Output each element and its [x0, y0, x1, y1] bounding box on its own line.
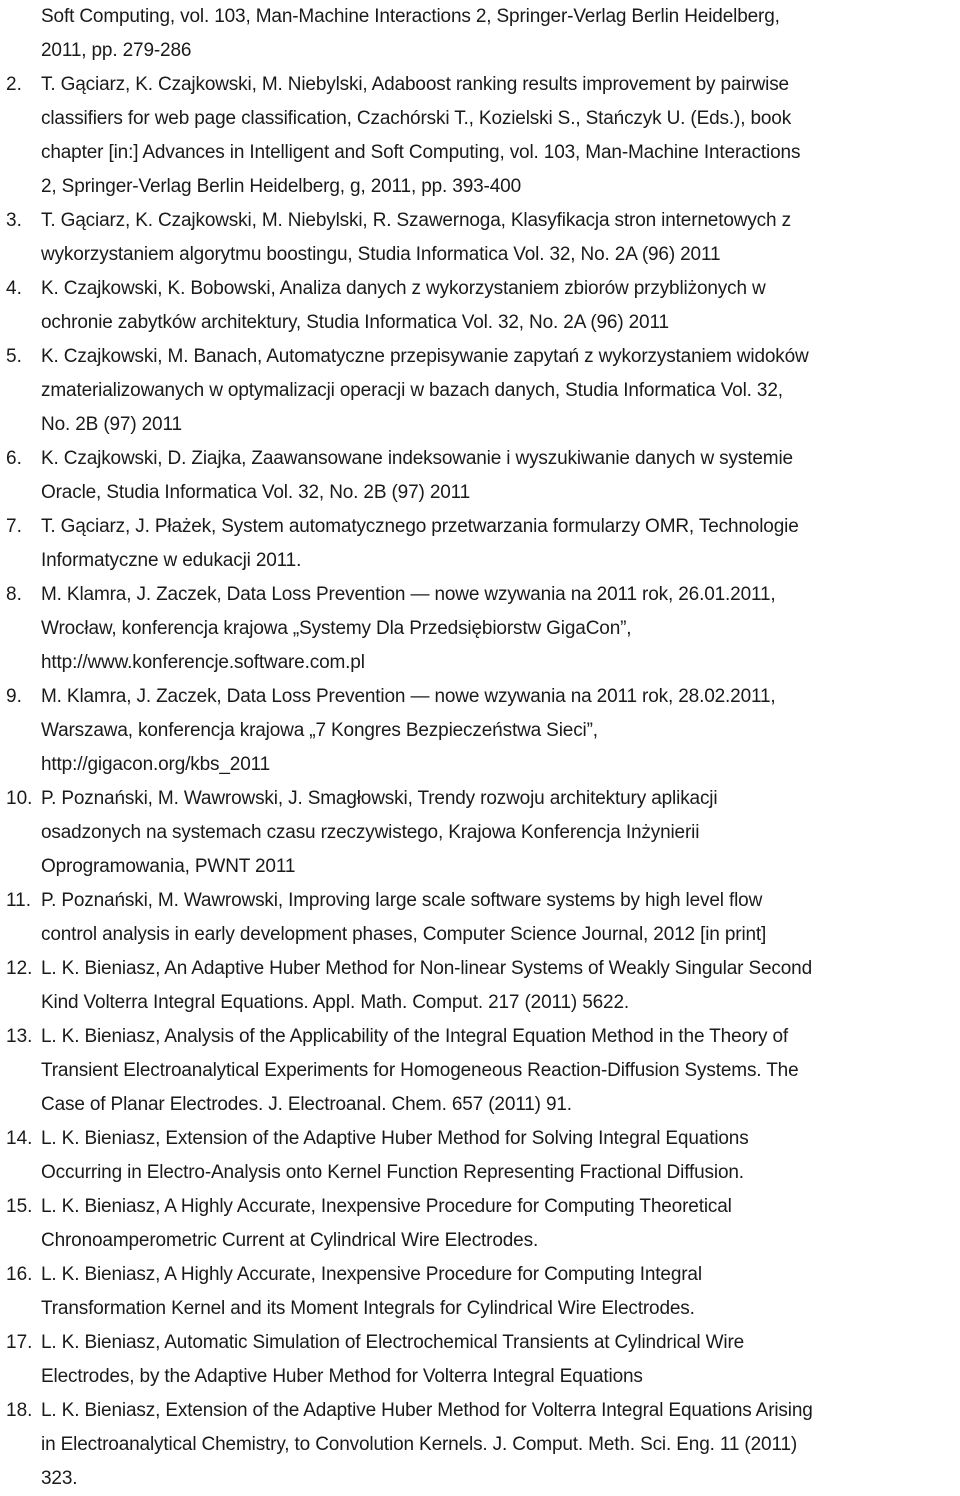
reference-number: 17. — [6, 1332, 33, 1353]
reference-item — [6, 1326, 954, 1394]
reference-line: zmaterializowanych w optymalizacji operacji w bazach danych, Studia Informatica Vol. 32, — [41, 380, 783, 401]
reference-line: 2, Springer-Verlag Berlin Heidelberg, g, 2011, pp. 393-400 — [41, 176, 521, 197]
reference-item — [6, 1122, 954, 1190]
reference-number: 12. — [6, 958, 33, 979]
reference-text — [41, 884, 954, 952]
reference-item — [6, 782, 954, 884]
reference-text — [41, 1326, 954, 1394]
reference-text — [41, 68, 954, 204]
reference-text — [41, 1122, 954, 1190]
reference-number: 3. — [6, 210, 22, 231]
reference-line: P. Poznański, M. Wawrowski, Improving large scale software systems by high level flow — [41, 890, 763, 911]
reference-number: 11. — [6, 890, 32, 911]
reference-number: 7. — [6, 516, 22, 537]
reference-item — [6, 442, 954, 510]
reference-line: Electrodes, by the Adaptive Huber Method for Volterra Integral Equations — [41, 1366, 643, 1387]
reference-item — [6, 68, 954, 204]
reference-text — [41, 782, 954, 884]
reference-line: Warszawa, konferencja krajowa „7 Kongres Bezpieczeństwa Sieci”, — [41, 720, 598, 741]
reference-text — [41, 680, 954, 782]
reference-text — [41, 952, 954, 1020]
reference-line: T. Gąciarz, J. Płażek, System automatycznego przetwarzania formularzy OMR, Technologie — [41, 516, 799, 537]
reference-line: http://gigacon.org/kbs_2011 — [41, 754, 271, 775]
reference-item — [6, 1258, 954, 1326]
reference-line: K. Czajkowski, D. Ziajka, Zaawansowane indeksowanie i wyszukiwanie danych w systemie — [41, 448, 793, 469]
reference-item — [6, 1394, 954, 1496]
reference-line: L. K. Bieniasz, Automatic Simulation of Electrochemical Transients at Cylindrical Wire — [41, 1332, 745, 1353]
reference-number: 6. — [6, 448, 22, 469]
reference-number: 16. — [6, 1264, 33, 1285]
continuation-line: Soft Computing, vol. 103, Man-Machine Interactions 2, Springer-Verlag Berlin Heidelberg, — [41, 6, 780, 27]
reference-line: 323. — [41, 1468, 78, 1489]
reference-line: Oracle, Studia Informatica Vol. 32, No. 2B (97) 2011 — [41, 482, 471, 503]
reference-number: 8. — [6, 584, 22, 605]
reference-text — [41, 1394, 954, 1496]
reference-line: Wrocław, konferencja krajowa „Systemy Dla Przedsiębiorstw GigaCon”, — [41, 618, 632, 639]
reference-line: Transformation Kernel and its Moment Integrals for Cylindrical Wire Electrodes. — [41, 1298, 695, 1319]
reference-line: wykorzystaniem algorytmu boostingu, Studia Informatica Vol. 32, No. 2A (96) 2011 — [41, 244, 721, 265]
reference-number: 15. — [6, 1196, 33, 1217]
reference-line: M. Klamra, J. Zaczek, Data Loss Prevention — nowe wzywania na 2011 rok, 26.01.2011, — [41, 584, 776, 605]
reference-line: L. K. Bieniasz, Analysis of the Applicability of the Integral Equation Method in the Theory of — [41, 1026, 789, 1047]
reference-number: 9. — [6, 686, 22, 707]
reference-line: Occurring in Electro-Analysis onto Kernel Function Representing Fractional Diffusion. — [41, 1162, 744, 1183]
reference-line: T. Gąciarz, K. Czajkowski, M. Niebylski, Adaboost ranking results improvement by pairwise — [41, 74, 789, 95]
reference-text — [41, 510, 954, 578]
reference-text — [41, 1258, 954, 1326]
reference-item — [6, 1190, 954, 1258]
reference-item — [6, 884, 954, 952]
reference-line: P. Poznański, M. Wawrowski, J. Smagłowski, Trendy rozwoju architektury aplikacji — [41, 788, 718, 809]
reference-item — [6, 680, 954, 782]
reference-item — [6, 1020, 954, 1122]
reference-line: Transient Electroanalytical Experiments for Homogeneous Reaction-Diffusion Systems. The — [41, 1060, 799, 1081]
reference-number: 18. — [6, 1400, 33, 1421]
reference-line: in Electroanalytical Chemistry, to Convolution Kernels. J. Comput. Meth. Sci. Eng. 11 (2011) — [41, 1434, 798, 1455]
reference-line: L. K. Bieniasz, Extension of the Adaptive Huber Method for Solving Integral Equations — [41, 1128, 749, 1149]
reference-number: 5. — [6, 346, 22, 367]
reference-text — [41, 340, 954, 442]
reference-text — [41, 204, 954, 272]
reference-line: K. Czajkowski, K. Bobowski, Analiza danych z wykorzystaniem zbiorów przybliżonych w — [41, 278, 766, 299]
reference-line: M. Klamra, J. Zaczek, Data Loss Prevention — nowe wzywania na 2011 rok, 28.02.2011, — [41, 686, 776, 707]
reference-number: 10. — [6, 788, 33, 809]
reference-line: Kind Volterra Integral Equations. Appl. Math. Comput. 217 (2011) 5622. — [41, 992, 630, 1013]
reference-line: L. K. Bieniasz, Extension of the Adaptive Huber Method for Volterra Integral Equations Arising — [41, 1400, 813, 1421]
reference-line: T. Gąciarz, K. Czajkowski, M. Niebylski, R. Szawernoga, Klasyfikacja stron internetowych z — [41, 210, 791, 231]
reference-line: osadzonych na systemach czasu rzeczywistego, Krajowa Konferencja Inżynierii — [41, 822, 700, 843]
reference-number: 13. — [6, 1026, 33, 1047]
reference-line: L. K. Bieniasz, An Adaptive Huber Method for Non-linear Systems of Weakly Singular Second — [41, 958, 812, 979]
reference-text — [41, 272, 954, 340]
reference-line: Case of Planar Electrodes. J. Electroanal. Chem. 657 (2011) 91. — [41, 1094, 572, 1115]
continuation-line: 2011, pp. 279-286 — [41, 40, 192, 61]
reference-line: Oprogramowania, PWNT 2011 — [41, 856, 296, 877]
reference-text — [41, 442, 954, 510]
reference-item — [6, 272, 954, 340]
reference-text — [41, 1190, 954, 1258]
reference-line: Chronoamperometric Current at Cylindrical Wire Electrodes. — [41, 1230, 539, 1251]
reference-number: 14. — [6, 1128, 33, 1149]
reference-line: No. 2B (97) 2011 — [41, 414, 182, 435]
reference-list — [6, 68, 954, 1496]
reference-item — [6, 340, 954, 442]
reference-item — [6, 952, 954, 1020]
reference-line: L. K. Bieniasz, A Highly Accurate, Inexpensive Procedure for Computing Theoretical — [41, 1196, 732, 1217]
reference-line: K. Czajkowski, M. Banach, Automatyczne przepisywanie zapytań z wykorzystaniem widoków — [41, 346, 809, 367]
reference-item — [6, 204, 954, 272]
reference-item — [6, 578, 954, 680]
reference-text — [41, 578, 954, 680]
reference-number: 4. — [6, 278, 22, 299]
reference-line: ochronie zabytków architektury, Studia Informatica Vol. 32, No. 2A (96) 2011 — [41, 312, 669, 333]
reference-line: http://www.konferencje.software.com.pl — [41, 652, 365, 673]
reference-line: chapter [in:] Advances in Intelligent and Soft Computing, vol. 103, Man-Machine Interactions — [41, 142, 801, 163]
reference-line: classifiers for web page classification, Czachórski T., Kozielski S., Stańczyk U. (Eds.), book — [41, 108, 792, 129]
reference-line: Informatyczne w edukacji 2011. — [41, 550, 302, 571]
reference-text — [41, 1020, 954, 1122]
reference-number: 2. — [6, 74, 22, 95]
reference-line: L. K. Bieniasz, A Highly Accurate, Inexpensive Procedure for Computing Integral — [41, 1264, 702, 1285]
reference-line: control analysis in early development phases, Computer Science Journal, 2012 [in print] — [41, 924, 767, 945]
reference-item — [6, 510, 954, 578]
